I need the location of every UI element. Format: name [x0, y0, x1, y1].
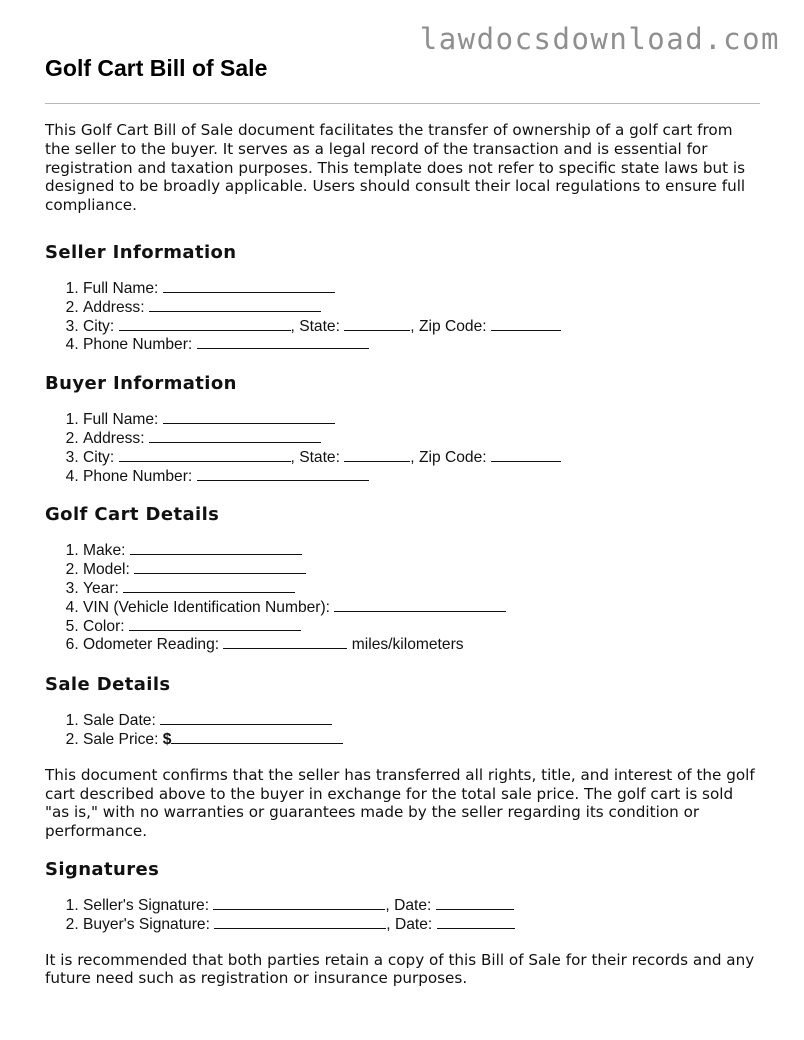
cart-color: 5. Color:: [83, 618, 760, 637]
seller-heading: Seller Information: [45, 241, 237, 263]
seller-address-blank[interactable]: [149, 310, 321, 312]
sale-list: [45, 712, 760, 750]
buyer-heading: Buyer Information: [45, 373, 237, 395]
sale-heading: Sale Details: [45, 674, 171, 696]
buyer-phone: 4. Phone Number:: [83, 468, 760, 487]
watermark: lawdocsdownload.com: [419, 22, 780, 56]
buyer-address: 2. Address:: [83, 430, 760, 449]
seller-list: [45, 280, 760, 355]
seller-phone: 4. Phone Number:: [83, 336, 760, 355]
cart-model: 2. Model:: [83, 561, 760, 580]
buyer-signature: 2. Buyer's Signature: , Date:: [83, 916, 760, 935]
page-title: Golf Cart Bill of Sale: [45, 55, 268, 81]
cart-color-blank[interactable]: [129, 629, 301, 631]
buyer-signature-blank[interactable]: [214, 927, 386, 929]
title-divider: [45, 103, 760, 104]
seller-state-blank[interactable]: [344, 329, 410, 331]
seller-city-blank[interactable]: [119, 329, 291, 331]
sale-price-blank[interactable]: [171, 742, 343, 744]
cart-model-blank[interactable]: [134, 572, 306, 574]
buyer-full-name: 1. Full Name:: [83, 411, 760, 430]
cart-vin-blank[interactable]: [334, 610, 506, 612]
intro-paragraph: This Golf Cart Bill of Sale document facilitates the transfer of ownership of a golf cart from the seller to the buyer. It serves as a legal record of the transaction and is essential for registration and taxation purposes. This template does not refer to specific state laws but is designed to be broadly applicable. Users should consult their local regulations to ensure full compliance.: [45, 121, 746, 215]
buyer-list: [45, 411, 760, 486]
buyer-phone-blank[interactable]: [197, 479, 369, 481]
seller-signature-blank[interactable]: [213, 908, 385, 910]
sale-date-blank[interactable]: [160, 723, 332, 725]
sale-date: 1. Sale Date:: [83, 712, 760, 731]
cart-odometer-blank[interactable]: [223, 647, 347, 649]
cart-odometer: 6. Odometer Reading: miles/kilometers: [83, 636, 760, 655]
seller-signature-date-blank[interactable]: [436, 908, 514, 910]
cart-heading: Golf Cart Details: [45, 504, 220, 526]
closing-paragraph: It is recommended that both parties retain a copy of this Bill of Sale for their records and any future need such as registration or insurance purposes.: [45, 950, 755, 988]
cart-make-blank[interactable]: [130, 553, 302, 555]
buyer-zip-blank[interactable]: [491, 460, 561, 462]
buyer-city-state-zip: 3. City: , State: , Zip Code:: [83, 449, 760, 468]
seller-address: 2. Address:: [83, 299, 760, 318]
signatures-list: [45, 897, 760, 935]
buyer-address-blank[interactable]: [149, 441, 321, 443]
seller-zip-blank[interactable]: [491, 329, 561, 331]
sale-price: 2. Sale Price: $: [83, 731, 760, 750]
cart-year-blank[interactable]: [123, 591, 295, 593]
cart-make: 1. Make:: [83, 542, 760, 561]
seller-phone-blank[interactable]: [197, 347, 369, 349]
buyer-signature-date-blank[interactable]: [437, 927, 515, 929]
buyer-city-blank[interactable]: [119, 460, 291, 462]
seller-city-state-zip: 3. City: , State: , Zip Code:: [83, 318, 760, 337]
cart-year: 3. Year:: [83, 580, 760, 599]
seller-full-name-blank[interactable]: [163, 291, 335, 293]
signatures-heading: Signatures: [45, 858, 160, 880]
seller-full-name: 1. Full Name:: [83, 280, 760, 299]
buyer-state-blank[interactable]: [344, 460, 410, 462]
confirmation-paragraph: This document confirms that the seller has transferred all rights, title, and interest of the golf cart described above to the buyer in exchange for the total sale price. The golf cart is sold "as is," with no warranties or guarantees made by the seller regarding its condition or performance.: [45, 765, 755, 841]
document-body: [45, 121, 760, 988]
cart-list: [45, 542, 760, 655]
buyer-full-name-blank[interactable]: [163, 422, 335, 424]
seller-signature: 1. Seller's Signature: , Date:: [83, 897, 760, 916]
cart-vin: 4. VIN (Vehicle Identification Number):: [83, 599, 760, 618]
